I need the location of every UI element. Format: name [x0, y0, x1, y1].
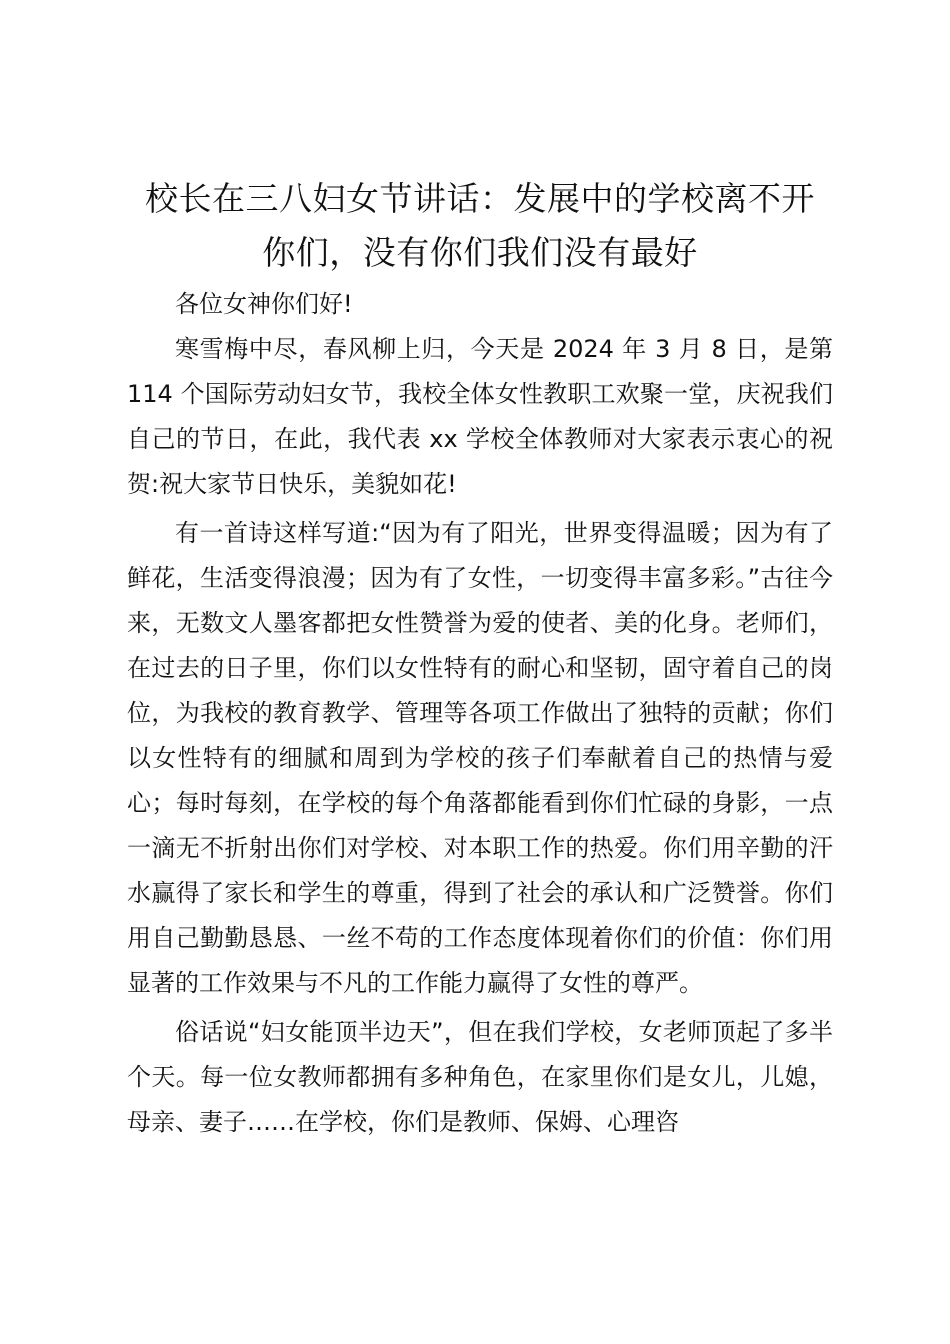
title-line-1: 校长在三八妇女节讲话：发展中的学校离不开	[145, 179, 815, 218]
paragraph-3: 俗话说“妇女能顶半边天”，但在我们学校，女老师顶起了多半个天。每一位女教师都拥有多种角色，在家里你们是女儿，儿媳，母亲、妻子……在学校，你们是教师、保姆、心理咨	[127, 1018, 833, 1136]
title-line-2: 你们，没有你们我们没有最好	[262, 233, 698, 272]
document-title	[100, 172, 860, 280]
paragraph-2: 有一首诗这样写道:“因为有了阳光，世界变得温暖；因为有了鲜花，生活变得浪漫；因为有了女性，一切变得丰富多彩。”古往今来，无数文人墨客都把女性赞誉为爱的使者、美的化身。老师们，在过去的日子里，你们以女性特有的耐心和坚韧，固守着自己的岗位，为我校的教育教学、管理等各项工作做出了独特的贡献；你们以女性特有的细腻和周到为学校的孩子们奉献着自己的热情与爱心；每时每刻，在学校的每个角落都能看到你们忙碌的身影，一点一滴无不折射出你们对学校、对本职工作的热爱。你们用辛勤的汗水赢得了家长和学生的尊重，得到了社会的承认和广泛赞誉。你们用自己勤勤恳恳、一丝不苟的工作态度体现着你们的价值：你们用显著的工作效果与不凡的工作能力赢得了女性的尊严。	[127, 519, 833, 997]
greeting-paragraph: 各位女神你们好!	[175, 290, 353, 318]
document-body	[127, 282, 833, 1145]
paragraph-1: 寒雪梅中尽，春风柳上归，今天是 2024 年 3 月 8 日，是第 114 个国际劳动妇女节，我校全体女性教职工欢聚一堂，庆祝我们自己的节日，在此，我代表 xx 学校全体教师对大家表示衷心的祝贺:祝大家节日快乐，美貌如花!	[127, 335, 833, 498]
